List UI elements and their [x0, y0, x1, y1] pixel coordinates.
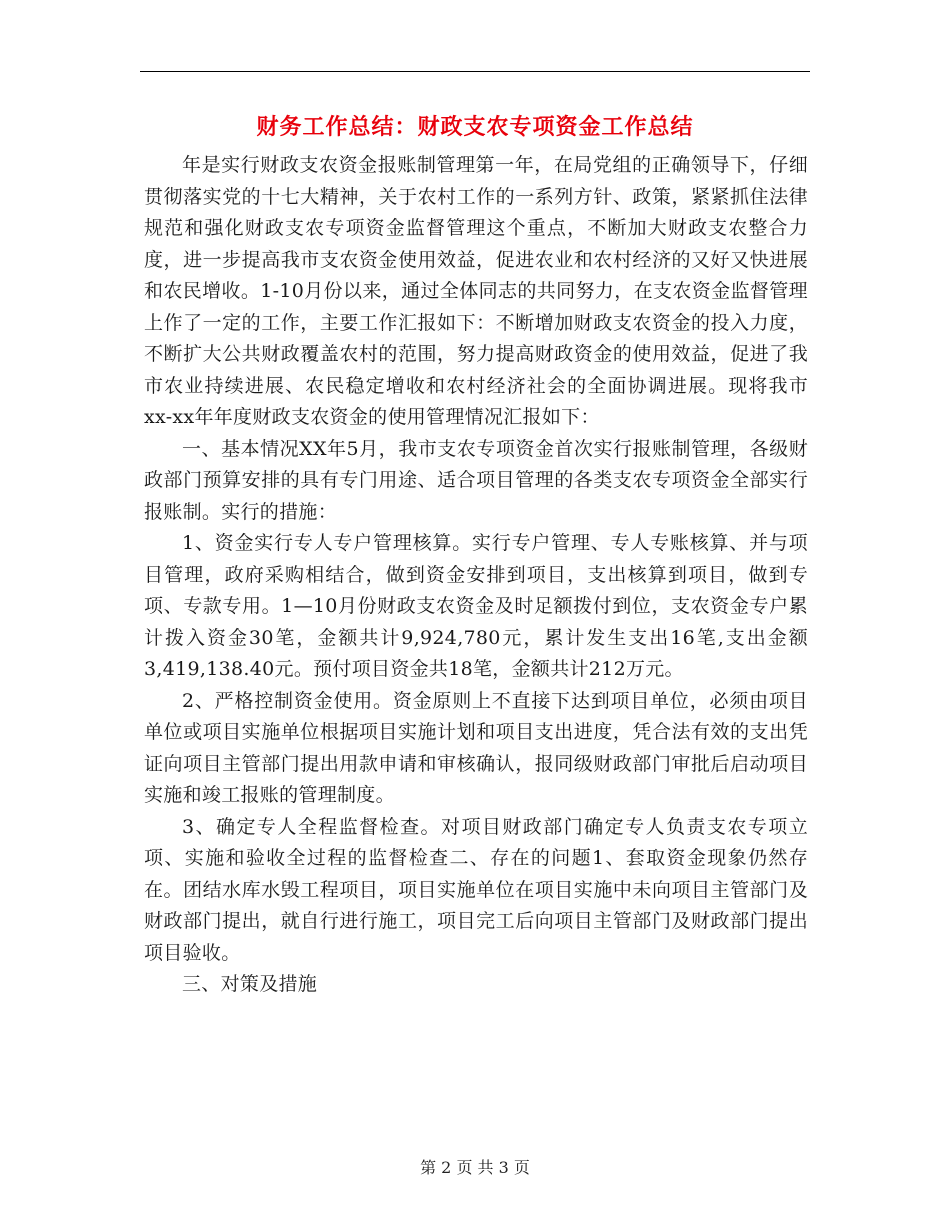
paragraph-measure-3: 3、确定专人全程监督检查。对项目财政部门确定专人负责支农专项立项、实施和验收全过程的监督检查二、存在的问题1、套取资金现象仍然存在。团结水库水毁工程项目，项目实施单位在项目实施中未向项目主管部门及财政部门提出，就自行进行施工，项目完工后向项目主管部门及财政部门提出项目验收。	[144, 815, 808, 964]
document-title: 财务工作总结：财政支农专项资金工作总结	[256, 114, 694, 140]
paragraph-countermeasures: 三、对策及措施	[182, 973, 318, 995]
paragraph-intro: 年是实行财政支农资金报账制管理第一年，在局党组的正确领导下，仔细贯彻落实党的十七大精神，关于农村工作的一系列方针、政策，紧紧抓住法律规范和强化财政支农专项资金监督管理这个重点，不断加大财政支农整合力度，进一步提高我市支农资金使用效益，促进农业和农村经济的又好又快进展和农民增收。1-10月份以来，通过全体同志的共同努力，在支农资金监督管理上作了一定的工作，主要工作汇报如下：不断增加财政支农资金的投入力度，不断扩大公共财政覆盖农村的范围，努力提高财政资金的使用效益，促进了我市农业持续进展、农民稳定增收和农村经济社会的全面协调进展。现将我市xx-xx年年度财政支农资金的使用管理情况汇报如下：	[144, 154, 808, 428]
page-footer: 第 2 页 共 3 页	[420, 1158, 530, 1177]
paragraph-measure-2: 2、严格控制资金使用。资金原则上不直接下达到项目单位，必须由项目单位或项目实施单位根据项目实施计划和项目支出进度，凭合法有效的支出凭证向项目主管部门提出用款申请和审核确认，报同级财政部门审批后启动项目实施和竣工报账的管理制度。	[144, 689, 808, 806]
header-rule	[140, 71, 810, 72]
paragraph-measure-1: 1、资金实行专人专户管理核算。实行专户管理、专人专账核算、并与项目管理，政府采购相结合，做到资金安排到项目，支出核算到项目，做到专项、专款专用。1—10月份财政支农资金及时足额拨付到位，支农资金专户累计拨入资金30笔，金额共计9,924,780元，累计发生支出16笔,支出金额3,419,138.40元。预付项目资金共18笔，金额共计212万元。	[144, 532, 808, 680]
paragraph-basic-situation: 一、基本情况XX年5月，我市支农专项资金首次实行报账制管理，各级财政部门预算安排的具有专门用途、适合项目管理的各类支农专项资金全部实行报账制。实行的措施：	[144, 437, 808, 523]
document-body	[144, 150, 808, 1001]
